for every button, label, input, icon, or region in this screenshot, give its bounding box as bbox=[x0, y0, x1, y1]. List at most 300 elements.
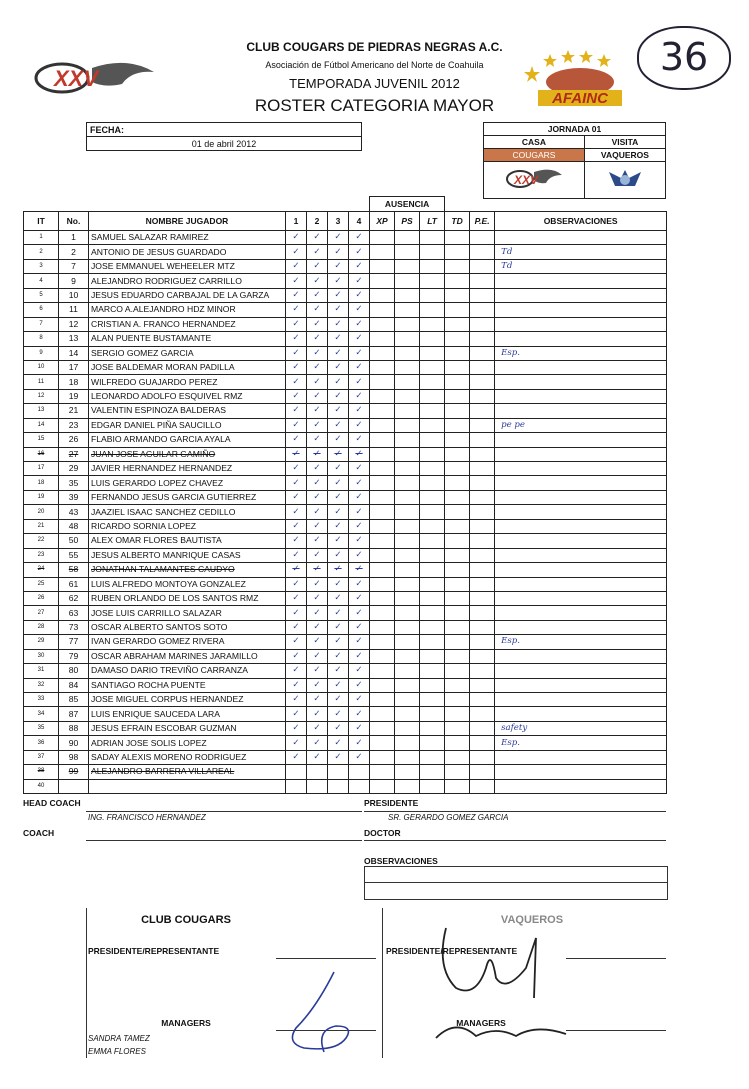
row-player-name: JOSE LUIS CARRILLO SALAZAR bbox=[89, 606, 286, 620]
signature-left-icon bbox=[276, 968, 376, 1058]
stat-cell bbox=[420, 303, 445, 317]
stat-cell bbox=[445, 288, 470, 302]
row-it: 1 bbox=[24, 231, 59, 245]
row-observaciones bbox=[495, 750, 667, 764]
stat-cell bbox=[445, 231, 470, 245]
quarter-check: ✓ bbox=[307, 360, 328, 374]
quarter-check: ✓ bbox=[286, 490, 307, 504]
stat-cell bbox=[395, 635, 420, 649]
jornada-box bbox=[483, 122, 666, 199]
row-number: 18 bbox=[59, 375, 89, 389]
stat-cell bbox=[470, 433, 495, 447]
table-row bbox=[24, 274, 667, 288]
table-row bbox=[24, 389, 667, 403]
header-q4: 4 bbox=[349, 212, 370, 231]
stat-cell bbox=[420, 620, 445, 634]
row-observaciones bbox=[495, 779, 667, 793]
row-player-name: FLABIO ARMANDO GARCIA AYALA bbox=[89, 433, 286, 447]
quarter-check: ✓ bbox=[307, 707, 328, 721]
stat-cell bbox=[470, 360, 495, 374]
table-row bbox=[24, 360, 667, 374]
stat-cell bbox=[420, 721, 445, 735]
managers-left: MANAGERS bbox=[161, 1018, 211, 1028]
stat-cell bbox=[420, 750, 445, 764]
quarter-check: ✓ bbox=[307, 591, 328, 605]
stat-cell bbox=[470, 563, 495, 577]
stat-cell bbox=[470, 476, 495, 490]
table-row bbox=[24, 635, 667, 649]
observaciones-box bbox=[364, 866, 668, 900]
stat-cell bbox=[420, 360, 445, 374]
quarter-check: ✓ bbox=[349, 736, 370, 750]
table-row bbox=[24, 288, 667, 302]
row-number: 77 bbox=[59, 635, 89, 649]
row-number: 23 bbox=[59, 418, 89, 432]
stat-cell bbox=[370, 678, 395, 692]
quarter-check: ✓ bbox=[286, 548, 307, 562]
quarter-check: ✓ bbox=[349, 591, 370, 605]
stat-cell bbox=[470, 678, 495, 692]
stat-cell bbox=[445, 591, 470, 605]
row-player-name: OSCAR ABRAHAM MARINES JARAMILLO bbox=[89, 649, 286, 663]
quarter-check bbox=[349, 765, 370, 779]
stat-cell bbox=[395, 303, 420, 317]
table-row bbox=[24, 577, 667, 591]
row-it: 2 bbox=[24, 245, 59, 259]
quarter-check: ✓ bbox=[286, 750, 307, 764]
row-it: 27 bbox=[24, 606, 59, 620]
header-player-name: NOMBRE JUGADOR bbox=[89, 212, 286, 231]
row-observaciones bbox=[495, 548, 667, 562]
quarter-check bbox=[307, 779, 328, 793]
association-name: Asociación de Fútbol Americano del Norte de Coahuila bbox=[265, 60, 484, 70]
quarter-check: ✓ bbox=[328, 332, 349, 346]
quarter-check: ✓ bbox=[328, 577, 349, 591]
stat-cell bbox=[395, 231, 420, 245]
table-row bbox=[24, 765, 667, 779]
row-observaciones bbox=[495, 765, 667, 779]
quarter-check: ✓ bbox=[286, 288, 307, 302]
stat-cell bbox=[370, 288, 395, 302]
row-it: 31 bbox=[24, 664, 59, 678]
row-player-name: CRISTIAN A. FRANCO HERNANDEZ bbox=[89, 317, 286, 331]
stat-cell bbox=[370, 462, 395, 476]
row-player-name: RICARDO SORNIA LOPEZ bbox=[89, 519, 286, 533]
stat-cell bbox=[370, 245, 395, 259]
stat-cell bbox=[420, 591, 445, 605]
stat-cell bbox=[470, 577, 495, 591]
quarter-check: ✓ bbox=[349, 476, 370, 490]
quarter-check: ✓ bbox=[286, 563, 307, 577]
row-number: 79 bbox=[59, 649, 89, 663]
stat-cell bbox=[420, 779, 445, 793]
row-observaciones bbox=[495, 534, 667, 548]
stat-cell bbox=[420, 534, 445, 548]
row-player-name: JUAN JOSE AGUILAR GAMIÑO bbox=[89, 447, 286, 461]
stat-cell bbox=[420, 245, 445, 259]
row-player-name: ALEJANDRO BARRERA VILLAREAL bbox=[89, 765, 286, 779]
stat-cell bbox=[370, 548, 395, 562]
row-it: 25 bbox=[24, 577, 59, 591]
quarter-check: ✓ bbox=[328, 519, 349, 533]
stat-cell bbox=[370, 375, 395, 389]
stat-cell bbox=[395, 765, 420, 779]
stat-cell bbox=[370, 231, 395, 245]
row-it: 30 bbox=[24, 649, 59, 663]
row-player-name bbox=[89, 779, 286, 793]
stat-cell bbox=[470, 721, 495, 735]
quarter-check: ✓ bbox=[349, 635, 370, 649]
stat-cell bbox=[395, 447, 420, 461]
quarter-check: ✓ bbox=[349, 707, 370, 721]
quarter-check: ✓ bbox=[349, 678, 370, 692]
quarter-check: ✓ bbox=[307, 389, 328, 403]
stat-cell bbox=[445, 418, 470, 432]
quarter-check: ✓ bbox=[307, 259, 328, 273]
divider bbox=[364, 811, 666, 812]
table-row bbox=[24, 649, 667, 663]
quarter-check: ✓ bbox=[328, 534, 349, 548]
stat-cell bbox=[395, 721, 420, 735]
stat-cell bbox=[370, 664, 395, 678]
quarter-check bbox=[349, 779, 370, 793]
table-row bbox=[24, 433, 667, 447]
quarter-check: ✓ bbox=[349, 418, 370, 432]
stat-cell bbox=[445, 721, 470, 735]
quarter-check: ✓ bbox=[307, 245, 328, 259]
stat-cell bbox=[370, 563, 395, 577]
vaqueros-label: VAQUEROS bbox=[500, 914, 564, 926]
quarter-check: ✓ bbox=[328, 664, 349, 678]
quarter-check: ✓ bbox=[286, 433, 307, 447]
stat-cell bbox=[470, 620, 495, 634]
stat-cell bbox=[445, 736, 470, 750]
row-it: 20 bbox=[24, 505, 59, 519]
row-observaciones bbox=[495, 519, 667, 533]
row-number: 48 bbox=[59, 519, 89, 533]
row-number: 88 bbox=[59, 721, 89, 735]
quarter-check: ✓ bbox=[349, 332, 370, 346]
stat-cell bbox=[370, 765, 395, 779]
stat-cell bbox=[395, 649, 420, 663]
table-row bbox=[24, 563, 667, 577]
presidente-name: SR. GERARDO GOMEZ GARCIA bbox=[388, 813, 509, 822]
row-it: 38 bbox=[24, 765, 59, 779]
fecha-label: FECHA: bbox=[87, 123, 362, 137]
table-row bbox=[24, 462, 667, 476]
quarter-check: ✓ bbox=[286, 404, 307, 418]
quarter-check: ✓ bbox=[328, 678, 349, 692]
stat-cell bbox=[470, 346, 495, 360]
row-it: 24 bbox=[24, 563, 59, 577]
row-player-name: OSCAR ALBERTO SANTOS SOTO bbox=[89, 620, 286, 634]
ausencia-header: AUSENCIA bbox=[370, 197, 445, 212]
quarter-check: ✓ bbox=[307, 548, 328, 562]
quarter-check: ✓ bbox=[307, 274, 328, 288]
row-it: 36 bbox=[24, 736, 59, 750]
quarter-check: ✓ bbox=[286, 332, 307, 346]
stat-cell bbox=[370, 693, 395, 707]
row-it: 6 bbox=[24, 303, 59, 317]
quarter-check bbox=[286, 765, 307, 779]
row-observaciones bbox=[495, 375, 667, 389]
observaciones-label: OBSERVACIONES bbox=[364, 856, 438, 866]
quarter-check: ✓ bbox=[328, 231, 349, 245]
stat-cell bbox=[470, 635, 495, 649]
row-observaciones bbox=[495, 433, 667, 447]
stat-cell bbox=[420, 635, 445, 649]
quarter-check: ✓ bbox=[307, 447, 328, 461]
stat-cell bbox=[420, 231, 445, 245]
stat-cell bbox=[470, 490, 495, 504]
stat-cell bbox=[370, 360, 395, 374]
page-number-circle: 36 bbox=[637, 26, 731, 90]
stat-cell bbox=[445, 635, 470, 649]
quarter-check: ✓ bbox=[349, 548, 370, 562]
stat-cell bbox=[470, 317, 495, 331]
row-observaciones bbox=[495, 620, 667, 634]
quarter-check: ✓ bbox=[307, 346, 328, 360]
stat-cell bbox=[470, 548, 495, 562]
stat-cell bbox=[445, 620, 470, 634]
stat-cell bbox=[395, 288, 420, 302]
quarter-check: ✓ bbox=[328, 375, 349, 389]
row-observaciones: Esp. bbox=[495, 635, 667, 649]
roster-table bbox=[23, 196, 667, 794]
row-player-name: VALENTIN ESPINOZA BALDERAS bbox=[89, 404, 286, 418]
quarter-check: ✓ bbox=[349, 433, 370, 447]
afainc-text: AFAINC bbox=[552, 90, 608, 107]
stat-cell bbox=[370, 649, 395, 663]
stat-cell bbox=[445, 765, 470, 779]
table-row bbox=[24, 259, 667, 273]
quarter-check: ✓ bbox=[307, 750, 328, 764]
quarter-check: ✓ bbox=[349, 462, 370, 476]
row-number: 10 bbox=[59, 288, 89, 302]
home-logo-cell bbox=[484, 162, 585, 199]
row-it: 3 bbox=[24, 259, 59, 273]
afainc-logo bbox=[520, 48, 630, 110]
quarter-check: ✓ bbox=[349, 721, 370, 735]
table-row bbox=[24, 693, 667, 707]
managers-right: MANAGERS bbox=[456, 1018, 506, 1028]
quarter-check: ✓ bbox=[286, 462, 307, 476]
stat-cell bbox=[420, 606, 445, 620]
row-observaciones bbox=[495, 606, 667, 620]
stat-cell bbox=[395, 375, 420, 389]
row-it: 13 bbox=[24, 404, 59, 418]
stat-cell bbox=[395, 519, 420, 533]
row-it: 16 bbox=[24, 447, 59, 461]
divider bbox=[86, 840, 362, 841]
row-it: 40 bbox=[24, 779, 59, 793]
signature-right-icon bbox=[416, 908, 586, 1048]
row-it: 21 bbox=[24, 519, 59, 533]
quarter-check: ✓ bbox=[307, 375, 328, 389]
header-q1: 1 bbox=[286, 212, 307, 231]
header-lt: LT bbox=[420, 212, 445, 231]
table-row bbox=[24, 591, 667, 605]
stat-cell bbox=[420, 288, 445, 302]
quarter-check: ✓ bbox=[349, 389, 370, 403]
stat-cell bbox=[420, 577, 445, 591]
stat-cell bbox=[370, 707, 395, 721]
stat-cell bbox=[420, 505, 445, 519]
quarter-check: ✓ bbox=[307, 404, 328, 418]
stat-cell bbox=[470, 375, 495, 389]
row-it: 34 bbox=[24, 707, 59, 721]
row-number: 85 bbox=[59, 693, 89, 707]
presidente-rep-left: PRESIDENTE/REPRESENTANTE bbox=[88, 946, 220, 956]
quarter-check: ✓ bbox=[307, 317, 328, 331]
row-player-name: ADRIAN JOSE SOLIS LOPEZ bbox=[89, 736, 286, 750]
quarter-check: ✓ bbox=[349, 519, 370, 533]
row-observaciones bbox=[495, 707, 667, 721]
quarter-check: ✓ bbox=[349, 303, 370, 317]
row-observaciones bbox=[495, 389, 667, 403]
stat-cell bbox=[370, 317, 395, 331]
quarter-check: ✓ bbox=[286, 259, 307, 273]
quarter-check: ✓ bbox=[307, 505, 328, 519]
stat-cell bbox=[395, 259, 420, 273]
stat-cell bbox=[470, 750, 495, 764]
divider bbox=[276, 958, 376, 959]
row-player-name: LUIS GERARDO LOPEZ CHAVEZ bbox=[89, 476, 286, 490]
row-observaciones bbox=[495, 678, 667, 692]
row-player-name: LUIS ENRIQUE SAUCEDA LARA bbox=[89, 707, 286, 721]
stat-cell bbox=[445, 389, 470, 403]
stat-cell bbox=[370, 591, 395, 605]
quarter-check: ✓ bbox=[307, 433, 328, 447]
stat-cell bbox=[470, 404, 495, 418]
stat-cell bbox=[445, 678, 470, 692]
table-row bbox=[24, 505, 667, 519]
quarter-check: ✓ bbox=[307, 563, 328, 577]
stat-cell bbox=[370, 274, 395, 288]
stat-cell bbox=[420, 678, 445, 692]
coach-label: COACH bbox=[23, 828, 55, 838]
casa-label: CASA bbox=[484, 136, 585, 149]
roster-title: ROSTER CATEGORIA MAYOR bbox=[254, 96, 495, 115]
row-player-name: ALAN PUENTE BUSTAMANTE bbox=[89, 332, 286, 346]
stat-cell bbox=[420, 317, 445, 331]
stat-cell bbox=[370, 418, 395, 432]
row-observaciones: Td bbox=[495, 259, 667, 273]
row-number: 58 bbox=[59, 563, 89, 577]
quarter-check: ✓ bbox=[328, 274, 349, 288]
table-row bbox=[24, 346, 667, 360]
quarter-check: ✓ bbox=[307, 577, 328, 591]
doctor-label: DOCTOR bbox=[364, 828, 401, 838]
row-observaciones bbox=[495, 505, 667, 519]
row-it: 35 bbox=[24, 721, 59, 735]
quarter-check: ✓ bbox=[328, 389, 349, 403]
logo-text: XXV bbox=[54, 66, 99, 91]
divider bbox=[364, 840, 666, 841]
stat-cell bbox=[395, 505, 420, 519]
quarter-check: ✓ bbox=[307, 231, 328, 245]
quarter-check: ✓ bbox=[286, 505, 307, 519]
fecha-value: 01 de abril 2012 bbox=[87, 137, 362, 151]
stat-cell bbox=[420, 563, 445, 577]
away-team: VAQUEROS bbox=[584, 149, 665, 162]
stat-cell bbox=[445, 317, 470, 331]
quarter-check: ✓ bbox=[328, 548, 349, 562]
manager-1: SANDRA TAMEZ bbox=[88, 1034, 150, 1043]
stat-cell bbox=[470, 332, 495, 346]
row-number: 11 bbox=[59, 303, 89, 317]
row-observaciones bbox=[495, 476, 667, 490]
quarter-check: ✓ bbox=[286, 317, 307, 331]
row-it: 7 bbox=[24, 317, 59, 331]
stat-cell bbox=[470, 534, 495, 548]
quarter-check: ✓ bbox=[286, 447, 307, 461]
stat-cell bbox=[445, 259, 470, 273]
stat-cell bbox=[445, 274, 470, 288]
row-number: 55 bbox=[59, 548, 89, 562]
quarter-check: ✓ bbox=[307, 490, 328, 504]
header-ps: PS bbox=[395, 212, 420, 231]
row-it: 4 bbox=[24, 274, 59, 288]
quarter-check: ✓ bbox=[328, 245, 349, 259]
stat-cell bbox=[470, 649, 495, 663]
stat-cell bbox=[420, 375, 445, 389]
row-it: 11 bbox=[24, 375, 59, 389]
quarter-check: ✓ bbox=[349, 317, 370, 331]
stat-cell bbox=[370, 620, 395, 634]
table-row bbox=[24, 707, 667, 721]
table-row bbox=[24, 606, 667, 620]
row-observaciones bbox=[495, 563, 667, 577]
quarter-check: ✓ bbox=[328, 346, 349, 360]
quarter-check: ✓ bbox=[328, 606, 349, 620]
fecha-box bbox=[86, 122, 362, 151]
quarter-check: ✓ bbox=[328, 259, 349, 273]
stat-cell bbox=[445, 375, 470, 389]
stat-cell bbox=[445, 505, 470, 519]
row-observaciones bbox=[495, 447, 667, 461]
quarter-check: ✓ bbox=[328, 750, 349, 764]
season: TEMPORADA JUVENIL 2012 bbox=[289, 76, 460, 91]
row-it: 33 bbox=[24, 693, 59, 707]
row-number: 39 bbox=[59, 490, 89, 504]
stat-cell bbox=[420, 259, 445, 273]
header-number: No. bbox=[59, 212, 89, 231]
stat-cell bbox=[395, 389, 420, 403]
stat-cell bbox=[395, 476, 420, 490]
quarter-check: ✓ bbox=[328, 433, 349, 447]
stat-cell bbox=[370, 490, 395, 504]
row-it: 29 bbox=[24, 635, 59, 649]
quarter-check: ✓ bbox=[286, 274, 307, 288]
quarter-check: ✓ bbox=[307, 476, 328, 490]
quarter-check: ✓ bbox=[349, 577, 370, 591]
table-row bbox=[24, 664, 667, 678]
quarter-check: ✓ bbox=[286, 303, 307, 317]
row-it: 32 bbox=[24, 678, 59, 692]
row-player-name: JAVIER HERNANDEZ HERNANDEZ bbox=[89, 462, 286, 476]
row-number: 14 bbox=[59, 346, 89, 360]
quarter-check: ✓ bbox=[349, 505, 370, 519]
row-player-name: SERGIO GOMEZ GARCIA bbox=[89, 346, 286, 360]
signature-block bbox=[86, 908, 666, 1058]
table-row bbox=[24, 317, 667, 331]
row-number: 12 bbox=[59, 317, 89, 331]
quarter-check: ✓ bbox=[307, 606, 328, 620]
quarter-check: ✓ bbox=[307, 678, 328, 692]
quarter-check: ✓ bbox=[307, 462, 328, 476]
quarter-check: ✓ bbox=[328, 635, 349, 649]
